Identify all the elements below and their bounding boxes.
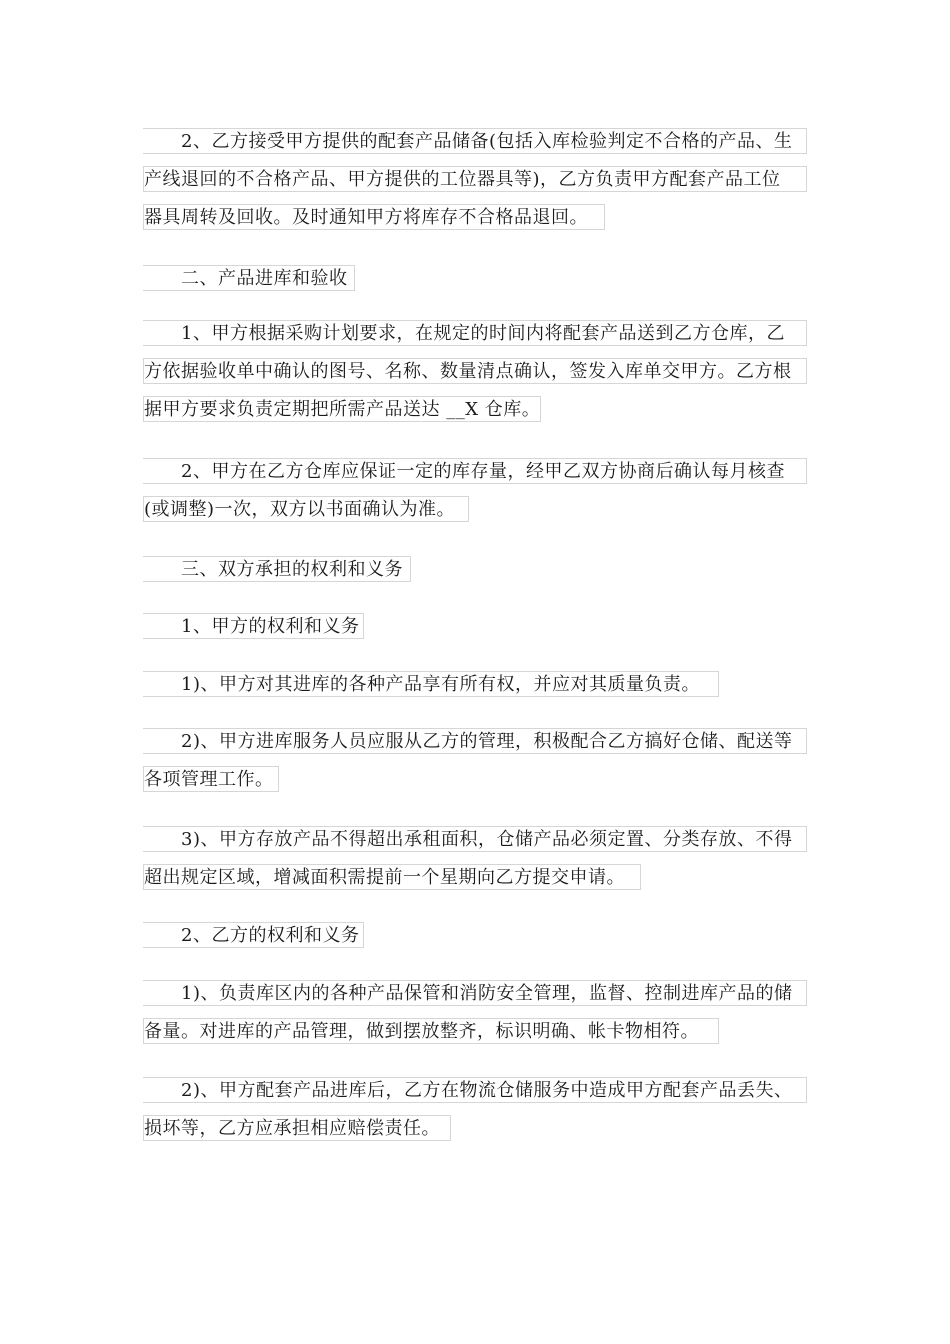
paragraph-stock-level xyxy=(143,458,807,534)
paragraph-line: 3)、甲方存放产品不得超出承租面积，仓储产品必须定置、分类存放、不得 xyxy=(143,826,807,852)
paragraph-line: 2、乙方接受甲方提供的配套产品储备(包括入库检验判定不合格的产品、生 xyxy=(143,128,807,154)
section-heading: 二、产品进库和验收 xyxy=(143,265,355,291)
section-heading: 三、双方承担的权利和义务 xyxy=(143,556,411,582)
paragraph-ownership xyxy=(143,671,807,709)
paragraph-line: 2、甲方在乙方仓库应保证一定的库存量，经甲乙双方协商后确认每月核查 xyxy=(143,458,807,484)
paragraph-purchase-plan xyxy=(143,320,807,434)
paragraph-staff-management xyxy=(143,728,807,804)
paragraph-line: 器具周转及回收。及时通知甲方将库存不合格品退回。 xyxy=(143,204,605,230)
paragraph-line: 超出规定区域，增减面积需提前一个星期向乙方提交申请。 xyxy=(143,864,641,890)
paragraph-line: 备量。对进库的产品管理，做到摆放整齐，标识明确、帐卡物相符。 xyxy=(143,1018,719,1044)
paragraph-safety-management xyxy=(143,980,807,1056)
paragraph-line: 2)、甲方配套产品进库后，乙方在物流仓储服务中造成甲方配套产品丢失、 xyxy=(143,1077,807,1103)
paragraph-line: 损坏等，乙方应承担相应赔偿责任。 xyxy=(143,1115,451,1141)
paragraph-line: (或调整)一次，双方以书面确认为准。 xyxy=(143,496,469,522)
subsection-heading: 1、甲方的权利和义务 xyxy=(143,613,364,639)
subsection-heading-party-a xyxy=(143,613,807,651)
paragraph-line: 据甲方要求负责定期把所需产品送达 __X 仓库。 xyxy=(143,396,541,422)
section-heading-rights xyxy=(143,556,807,594)
paragraph-line: 产线退回的不合格产品、甲方提供的工位器具等)，乙方负责甲方配套产品工位 xyxy=(143,166,807,192)
subsection-heading: 2、乙方的权利和义务 xyxy=(143,922,364,948)
paragraph-storage-area xyxy=(143,826,807,902)
paragraph-line: 1)、负责库区内的各种产品保管和消防安全管理，监督、控制进库产品的储 xyxy=(143,980,807,1006)
paragraph-line: 1、甲方根据采购计划要求，在规定的时间内将配套产品送到乙方仓库，乙 xyxy=(143,320,807,346)
paragraph-line: 各项管理工作。 xyxy=(143,766,279,792)
section-heading-inbound xyxy=(143,265,807,303)
paragraph-line: 1)、甲方对其进库的各种产品享有所有权，并应对其质量负责。 xyxy=(143,671,719,697)
paragraph-line: 2)、甲方进库服务人员应服从乙方的管理，积极配合乙方搞好仓储、配送等 xyxy=(143,728,807,754)
paragraph-line: 方依据验收单中确认的图号、名称、数量清点确认，签发入库单交甲方。乙方根 xyxy=(143,358,807,384)
paragraph-goods-reserve xyxy=(143,128,807,242)
paragraph-compensation xyxy=(143,1077,807,1153)
subsection-heading-party-b xyxy=(143,922,807,960)
